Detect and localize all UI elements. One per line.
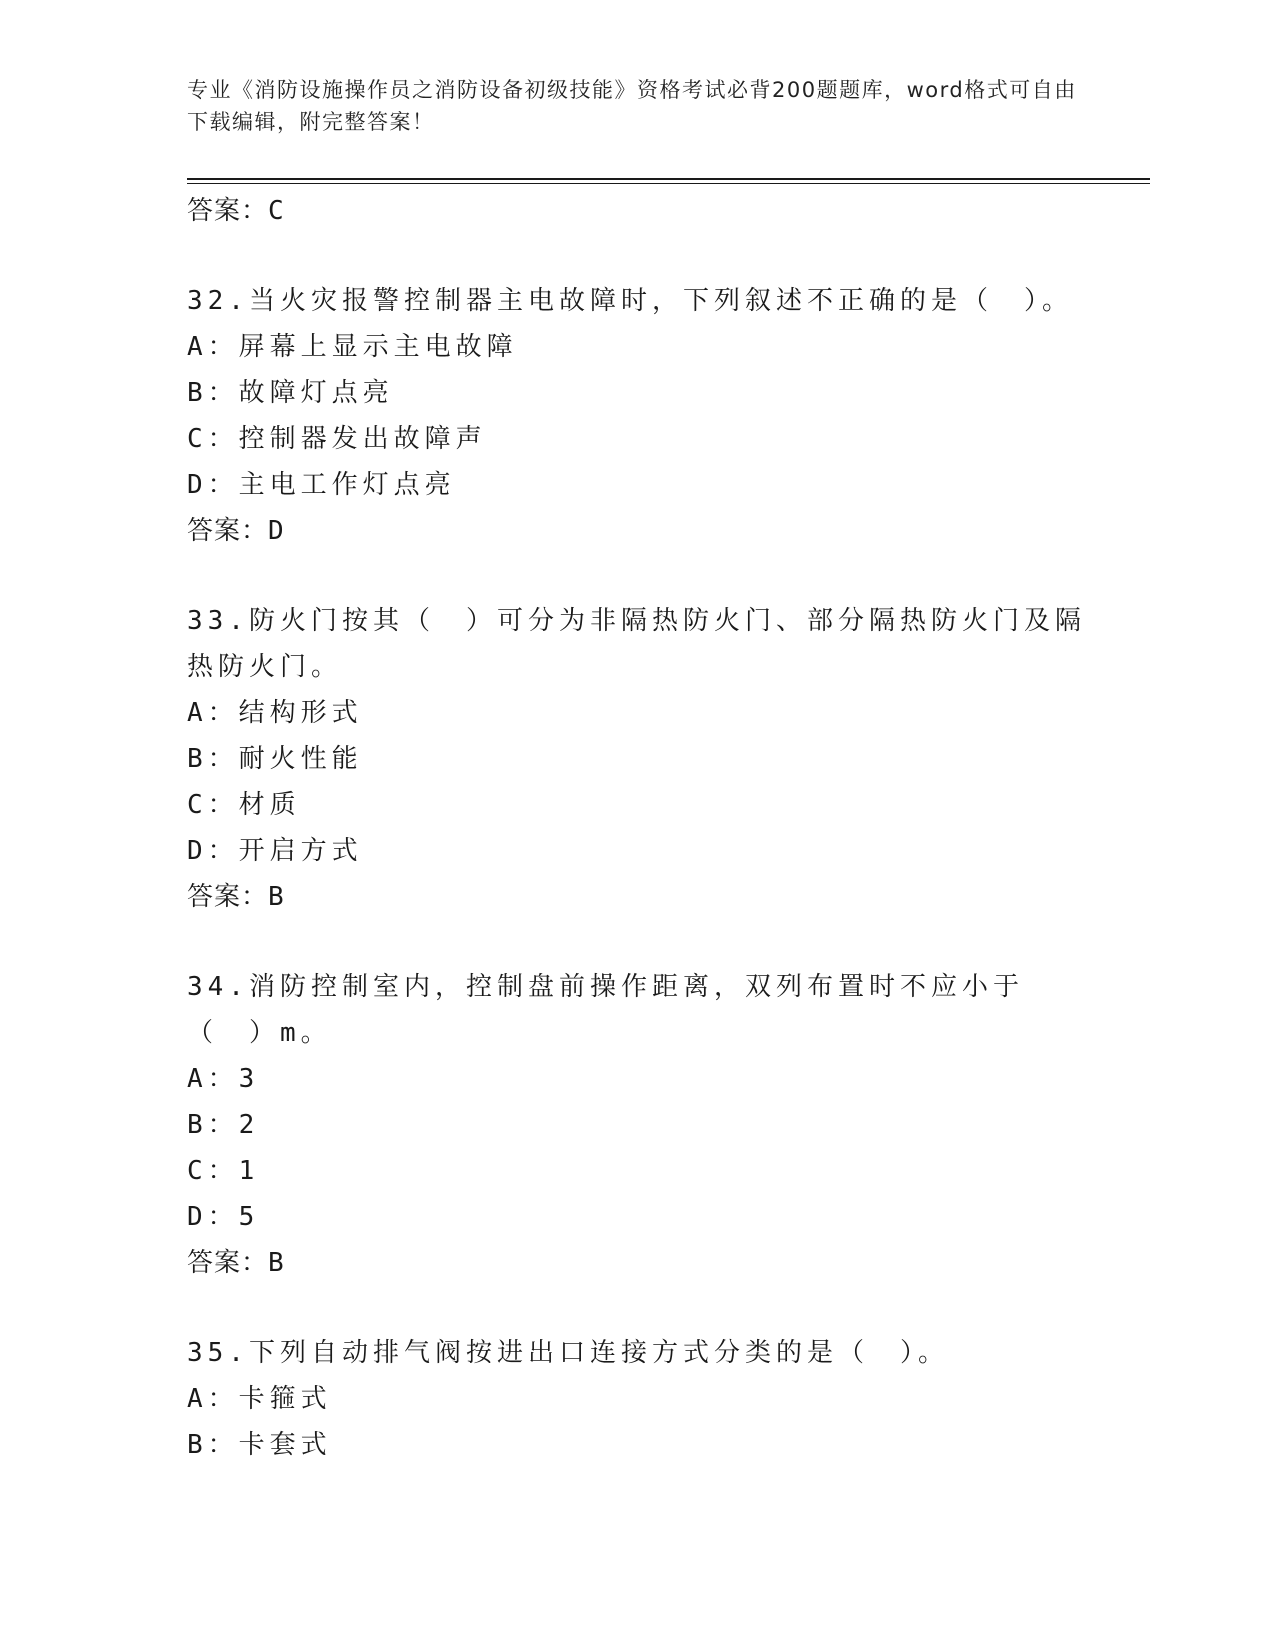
question-33: 33.防火门按其（ ）可分为非隔热防火门、部分隔热防火门及隔热防火门。 — [187, 606, 1086, 682]
option-b: B：卡套式 — [187, 1430, 332, 1460]
header-rule-thin — [187, 183, 1150, 184]
answer-value: B — [268, 882, 285, 912]
answer-label: 答案： — [187, 516, 269, 546]
answer-value: B — [268, 1248, 285, 1278]
answer-label: 答案： — [187, 196, 269, 226]
answer-line — [187, 188, 1087, 234]
option-d: D：5 — [187, 1202, 260, 1232]
answer-line — [187, 1240, 1087, 1286]
answer-label: 答案： — [187, 1248, 269, 1278]
document-header: 专业《消防设施操作员之消防设备初级技能》资格考试必背200题题库，word格式可自由下载编辑，附完整答案！ — [187, 78, 1077, 134]
header-rule-thick — [187, 178, 1150, 180]
option-a: A：屏幕上显示主电故障 — [187, 332, 518, 362]
answer-value: C — [268, 196, 285, 226]
answer-line — [187, 508, 1087, 554]
answer-label: 答案： — [187, 882, 269, 912]
question-34: 34.消防控制室内，控制盘前操作距离，双列布置时不应小于（ ）m。 — [187, 972, 1024, 1048]
option-a: A：结构形式 — [187, 698, 363, 728]
option-c: C：材质 — [187, 790, 301, 820]
option-b: B：故障灯点亮 — [187, 378, 394, 408]
option-b: B：耐火性能 — [187, 744, 363, 774]
option-d: D：主电工作灯点亮 — [187, 470, 456, 500]
answer-value: D — [268, 516, 285, 546]
answer-line — [187, 874, 1087, 920]
option-d: D：开启方式 — [187, 836, 363, 866]
option-c: C：控制器发出故障声 — [187, 424, 487, 454]
question-35: 35.下列自动排气阀按进出口连接方式分类的是（ ）。 — [187, 1338, 949, 1368]
option-a: A：卡箍式 — [187, 1384, 332, 1414]
option-a: A：3 — [187, 1064, 260, 1094]
option-c: C：1 — [187, 1156, 260, 1186]
option-b: B：2 — [187, 1110, 260, 1140]
question-32: 32.当火灾报警控制器主电故障时，下列叙述不正确的是（ ）。 — [187, 286, 1073, 316]
question-list — [187, 188, 1087, 1468]
